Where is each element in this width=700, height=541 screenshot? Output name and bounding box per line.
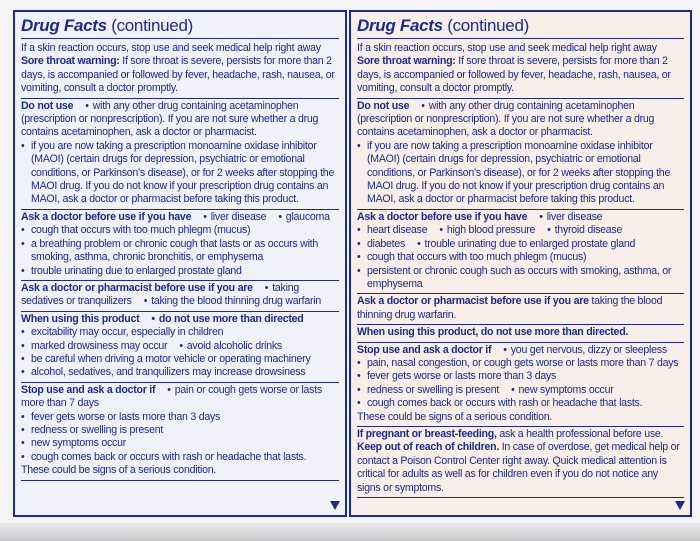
do-not-use-section: Do not use • with any other drug containing acetaminophen (prescription or nonprescription). If you are not sure whether a drug contains acetaminophen, ask a doctor or pharmacist. • if you are now taking a prescription monoamine oxidase inhibitor (MAOI) (certain drugs for depression, psychiatric or emotional conditions, or Parkinson's disease), or for 2 weeks after stopping the MAOI drug. If you do not know if your prescription drug contains an MAOI, ask a doctor or pharmacist before taking this product. — [357, 99, 684, 210]
panel-title: Drug Facts (continued) — [21, 15, 339, 39]
pregnancy-section: If pregnant or breast-feeding, ask a health professional before use. Keep out of reach of children. In case of overdose, get medical help or contact a Poison Control Center right away. Quick medical attention is critical for adults as well as for children even if you do not notice any signs or symptoms. — [357, 427, 684, 498]
stop-use-section: Stop use and ask a doctor if • pain or cough gets worse or lasts more than 7 days • fever gets worse or lasts more than 3 days • redness or swelling is present • new symptoms occur • cough comes back or occurs with rash or headache that lasts. These could be signs of a serious condition. — [21, 383, 339, 481]
warnings-section — [357, 41, 684, 99]
sore-throat-warning: Sore throat warning: If sore throat is severe, persists for more than 2 days, is accompanied or followed by fever, headache, rash, nausea, or vomiting, consult a doctor promptly. — [357, 55, 671, 95]
down-triangle-icon — [330, 501, 340, 510]
drug-facts-panel-left — [13, 10, 347, 517]
skin-reaction-warning: If a skin reaction occurs, stop use and seek medical help right away — [21, 42, 321, 54]
ask-doctor-section: Ask a doctor before use if you have • liver disease • glaucoma • cough that occurs with too much phlegm (mucus) • a breathing problem or chronic cough that lasts or as occurs with smoking, asthma, chronic bronchitis, or emphysema • trouble urinating due to enlarged prostate gland — [21, 210, 339, 281]
ask-doctor-section: Ask a doctor before use if you have • liver disease • heart disease • high blood pressure • thyroid disease • diabetes • trouble urinating due to enlarged prostate gland • cough that occurs with too much phlegm (mucus) • persistent or chronic cough such as occurs with smoking, asthma, or emphysema — [357, 210, 684, 294]
warnings-section — [21, 41, 339, 99]
when-using-section: When using this product, do not use more than directed. — [357, 325, 684, 342]
stop-use-section: Stop use and ask a doctor if • you get nervous, dizzy or sleepless • pain, nasal congestion, or cough gets worse or lasts more than 7 days • fever gets worse or lasts more than 3 days • redness or swelling is present • new symptoms occur • cough comes back or occurs with rash or headache that lasts. These could be signs of a serious condition. — [357, 343, 684, 427]
drug-facts-panel-right — [349, 10, 692, 517]
panel-title: Drug Facts (continued) — [357, 15, 684, 39]
skin-reaction-warning: If a skin reaction occurs, stop use and seek medical help right away — [357, 42, 657, 54]
when-using-section: When using this product • do not use more than directed • excitability may occur, especially in children • marked drowsiness may occur • avoid alcoholic drinks • be careful when driving a motor vehicle or operating machinery • alcohol, sedatives, and tranquilizers may increase drowsiness — [21, 312, 339, 383]
sore-throat-warning: Sore throat warning: If sore throat is severe, persists for more than 2 days, is accompanied or followed by fever, headache, rash, nausea, or vomiting, consult a doctor promptly. — [21, 55, 335, 95]
down-triangle-icon — [675, 501, 685, 510]
ask-pharmacist-section: Ask a doctor or pharmacist before use if you are • taking sedatives or tranquilizers • taking the blood thinning drug warfarin — [21, 281, 339, 312]
package-edge — [0, 523, 700, 541]
do-not-use-section: Do not use • with any other drug containing acetaminophen (prescription or nonprescription). If you are not sure whether a drug contains acetaminophen, ask a doctor or pharmacist. • if you are now taking a prescription monoamine oxidase inhibitor (MAOI) (certain drugs for depression, psychiatric or emotional conditions, or Parkinson's disease), or for 2 weeks after stopping the MAOI drug. If you do not know if your prescription drug contains an MAOI, ask a doctor or pharmacist before taking this product. — [21, 99, 339, 210]
ask-pharmacist-section: Ask a doctor or pharmacist before use if you are taking the blood thinning drug warfarin. — [357, 294, 684, 325]
